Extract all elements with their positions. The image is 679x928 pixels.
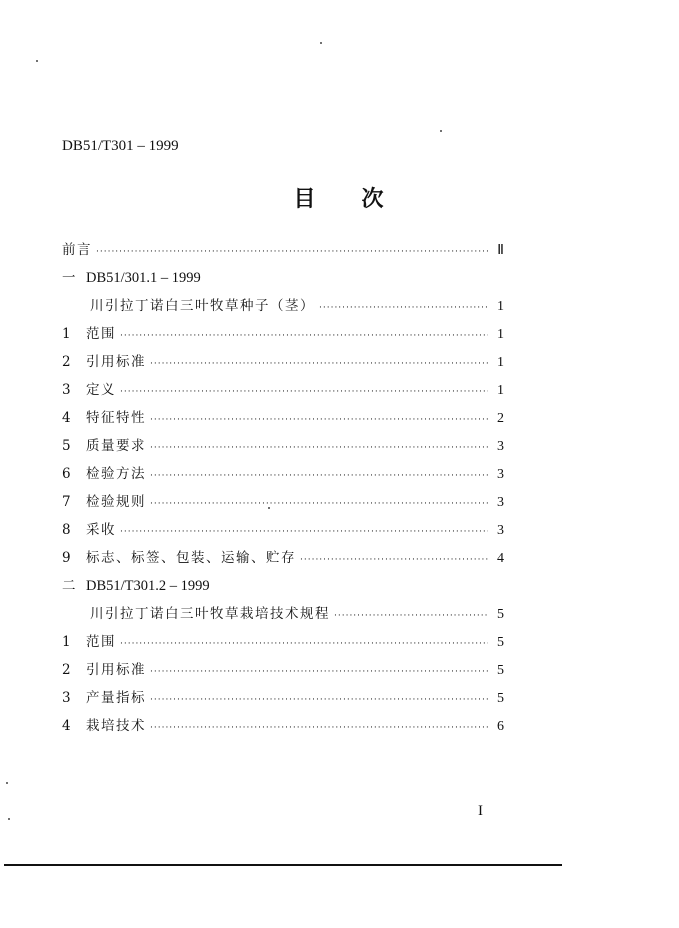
toc-entry-number: 3 [62,382,71,398]
dot-leader [150,714,488,742]
toc-entry[interactable] [62,712,504,740]
dot-leader [150,462,488,490]
dot-leader [150,658,488,686]
toc-entry-label: 检验规则 [86,494,146,510]
toc-entry-label: 产量指标 [86,690,146,706]
toc-entry-number: 1 [62,326,71,342]
toc-entry-page: 3 [497,523,504,538]
table-of-contents [62,236,504,740]
section-code: DB51/301.1 – 1999 [86,270,201,286]
document-code: DB51/T301 – 1999 [62,138,179,154]
toc-entry-page: 5 [497,635,504,650]
dot-leader [120,378,488,406]
dot-leader [300,546,488,574]
title-part-1: 目 [293,186,318,212]
toc-entry[interactable] [62,320,504,348]
toc-entry[interactable] [62,348,504,376]
title-part-2: 次 [361,186,386,212]
toc-entry[interactable] [62,404,504,432]
toc-entry-number: 7 [62,494,71,510]
toc-entry-label: 川引拉丁诺白三叶牧草种子（茎） [90,298,315,314]
toc-section-2-subtitle[interactable] [62,600,504,628]
toc-entry[interactable] [62,432,504,460]
toc-entry-page: 3 [497,439,504,454]
toc-entry-page: Ⅱ [497,243,504,258]
dot-leader [150,350,488,378]
toc-entry-label: 范围 [86,634,116,650]
toc-entry[interactable] [62,460,504,488]
page-title [0,182,679,213]
toc-entry-page: 1 [497,299,504,314]
toc-entry[interactable] [62,376,504,404]
scan-speck [36,60,38,62]
dot-leader [319,294,488,322]
toc-entry-number: 9 [62,550,71,566]
scan-speck [268,507,270,509]
toc-entry-label: 标志、标签、包装、运输、贮存 [86,550,296,566]
toc-entry-label: 检验方法 [86,466,146,482]
toc-entry-label: 定义 [86,382,116,398]
toc-entry-page: 2 [497,411,504,426]
dot-leader [120,322,488,350]
dot-leader [150,406,488,434]
toc-entry-page: 6 [497,719,504,734]
toc-entry-page: 3 [497,495,504,510]
toc-entry-label: 范围 [86,326,116,342]
toc-entry-label: 川引拉丁诺白三叶牧草栽培技术规程 [90,606,330,622]
toc-entry-page: 5 [497,607,504,622]
scan-speck [8,818,10,820]
toc-entry[interactable] [62,628,504,656]
section-number: 一 [62,270,76,286]
toc-entry-label: 特征特性 [86,410,146,426]
toc-entry-page: 4 [497,551,504,566]
bottom-rule [4,864,562,866]
dot-leader [150,490,488,518]
scan-speck [440,130,442,132]
toc-entry-label: 栽培技术 [86,718,146,734]
toc-entry-page: 1 [497,383,504,398]
toc-entry-number: 6 [62,466,71,482]
toc-entry-label: 前言 [62,242,92,258]
toc-entry-number: 5 [62,438,71,454]
toc-entry-number: 8 [62,522,71,538]
toc-entry-label: 引用标准 [86,354,146,370]
toc-entry-page: 1 [497,355,504,370]
toc-entry[interactable] [62,488,504,516]
toc-entry-page: 3 [497,467,504,482]
toc-entry-page: 1 [497,327,504,342]
section-code: DB51/T301.2 – 1999 [86,578,210,594]
toc-entry-page: 5 [497,691,504,706]
toc-entry-number: 1 [62,634,71,650]
toc-entry-label: 质量要求 [86,438,146,454]
toc-entry-number: 4 [62,718,71,734]
toc-entry-preface[interactable] [62,236,504,264]
dot-leader [150,434,488,462]
toc-entry[interactable] [62,544,504,572]
dot-leader [150,686,488,714]
toc-entry-page: 5 [497,663,504,678]
dot-leader [334,602,488,630]
toc-entry[interactable] [62,516,504,544]
toc-entry-number: 4 [62,410,71,426]
toc-entry-label: 采收 [86,522,116,538]
scan-speck [6,782,8,784]
scan-speck [320,42,322,44]
toc-entry-number: 3 [62,690,71,706]
toc-section-1-heading[interactable] [62,264,504,292]
toc-entry[interactable] [62,656,504,684]
toc-section-2-heading[interactable] [62,572,504,600]
dot-leader [120,630,488,658]
toc-entry-number: 2 [62,662,71,678]
toc-entry-label: 引用标准 [86,662,146,678]
section-number: 二 [62,578,76,594]
toc-section-1-subtitle[interactable] [62,292,504,320]
dot-leader [96,238,488,266]
page-number: I [478,803,483,819]
dot-leader [120,518,488,546]
toc-entry[interactable] [62,684,504,712]
toc-entry-number: 2 [62,354,71,370]
